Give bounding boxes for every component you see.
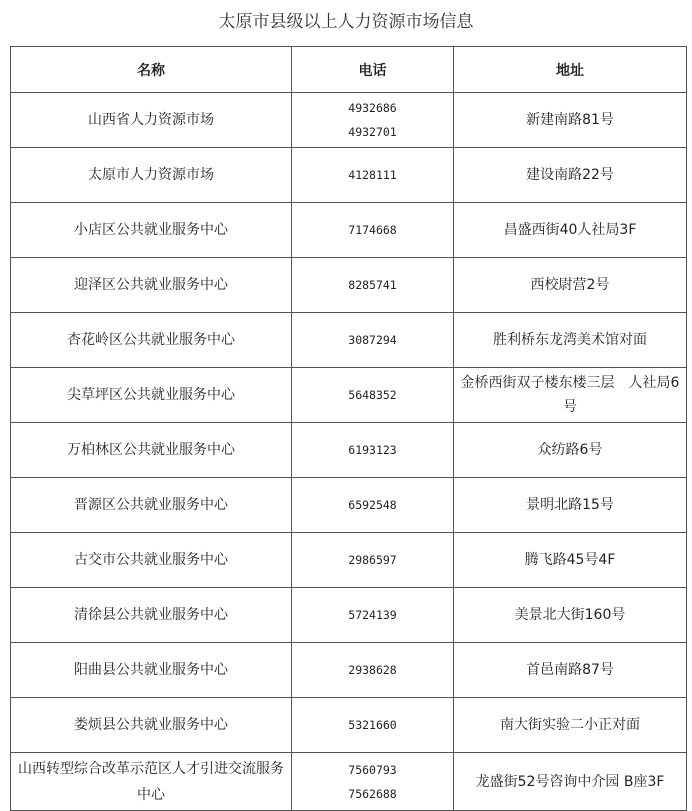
cell-phone	[292, 258, 454, 313]
table-row	[11, 258, 687, 313]
cell-name: 娄烦县公共就业服务中心	[11, 698, 292, 753]
cell-name: 尖草坪区公共就业服务中心	[11, 368, 292, 423]
table-header-row	[11, 47, 687, 93]
phone-number: 5648352	[348, 388, 397, 402]
phone-number: 4128111	[348, 168, 397, 182]
table-body	[11, 93, 687, 811]
cell-address: 昌盛西街40人社局3F	[454, 203, 687, 258]
cell-name: 迎泽区公共就业服务中心	[11, 258, 292, 313]
cell-name: 太原市人力资源市场	[11, 148, 292, 203]
cell-name: 万柏林区公共就业服务中心	[11, 423, 292, 478]
cell-address: 景明北路15号	[454, 478, 687, 533]
cell-address: 龙盛街52号咨询中介园 B座3F	[454, 753, 687, 811]
cell-phone	[292, 148, 454, 203]
phone-number: 2938628	[348, 663, 397, 677]
table-row	[11, 753, 687, 811]
cell-name: 山西转型综合改革示范区人才引进交流服务中心	[11, 753, 292, 811]
cell-name: 古交市公共就业服务中心	[11, 533, 292, 588]
cell-address: 首邑南路87号	[454, 643, 687, 698]
cell-address: 胜利桥东龙湾美术馆对面	[454, 313, 687, 368]
cell-phone	[292, 753, 454, 811]
cell-phone	[292, 588, 454, 643]
phone-number: 7174668	[348, 223, 397, 237]
cell-address: 新建南路81号	[454, 93, 687, 148]
phone-number: 4932701	[348, 125, 397, 139]
column-header-name: 名称	[11, 47, 292, 93]
column-header-address: 地址	[454, 47, 687, 93]
phone-number: 3087294	[348, 333, 397, 347]
cell-name: 小店区公共就业服务中心	[11, 203, 292, 258]
hr-market-table	[10, 46, 687, 811]
cell-name: 阳曲县公共就业服务中心	[11, 643, 292, 698]
cell-address: 美景北大街160号	[454, 588, 687, 643]
cell-phone	[292, 643, 454, 698]
page-title: 太原市县级以上人力资源市场信息	[218, 12, 474, 32]
phone-number: 5724139	[348, 608, 397, 622]
cell-address: 西校尉营2号	[454, 258, 687, 313]
phone-number: 5321660	[348, 718, 397, 732]
cell-address: 众纺路6号	[454, 423, 687, 478]
cell-phone	[292, 698, 454, 753]
cell-phone	[292, 313, 454, 368]
cell-name: 山西省人力资源市场	[11, 93, 292, 148]
column-header-phone: 电话	[292, 47, 454, 93]
phone-number: 7562688	[348, 786, 397, 801]
cell-phone	[292, 423, 454, 478]
table-row	[11, 478, 687, 533]
table-row	[11, 533, 687, 588]
phone-number: 6193123	[348, 443, 397, 457]
cell-phone	[292, 478, 454, 533]
cell-phone	[292, 368, 454, 423]
cell-name: 杏花岭区公共就业服务中心	[11, 313, 292, 368]
table-row	[11, 313, 687, 368]
cell-address: 南大街实验二小正对面	[454, 698, 687, 753]
table-row	[11, 698, 687, 753]
cell-phone	[292, 203, 454, 258]
cell-address: 腾飞路45号4F	[454, 533, 687, 588]
cell-name: 晋源区公共就业服务中心	[11, 478, 292, 533]
table-row	[11, 643, 687, 698]
table-row	[11, 203, 687, 258]
table-row	[11, 93, 687, 148]
table-row	[11, 148, 687, 203]
phone-number: 7560793	[348, 762, 397, 777]
cell-phone	[292, 93, 454, 148]
table-row	[11, 368, 687, 423]
cell-phone	[292, 533, 454, 588]
phone-number: 2986597	[348, 553, 397, 567]
cell-address: 建设南路22号	[454, 148, 687, 203]
cell-address: 金桥西街双子楼东楼三层 人社局6号	[454, 368, 687, 423]
phone-number: 8285741	[348, 278, 397, 292]
cell-name: 清徐县公共就业服务中心	[11, 588, 292, 643]
table-row	[11, 588, 687, 643]
phone-number: 6592548	[348, 498, 397, 512]
table-row	[11, 423, 687, 478]
phone-number: 4932686	[348, 101, 397, 115]
